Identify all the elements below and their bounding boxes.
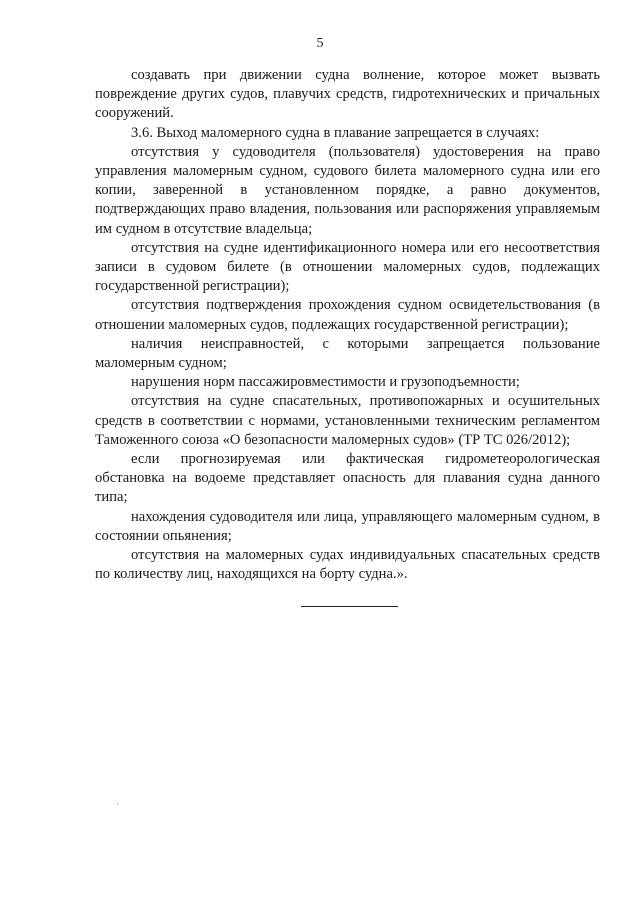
paragraph-item-life-jackets: отсутствия на маломерных судах индивидуальных спасательных средств по количеству лиц, находящихся на борту судна.». <box>95 547 600 583</box>
end-divider-line <box>301 606 398 607</box>
paragraph-item-intoxication: нахождения судоводителя или лица, управляющего маломерным судном, в состоянии опьянения; <box>95 508 600 544</box>
paragraph-item-capacity: нарушения норм пассажировместимости и грузоподъемности; <box>131 374 520 391</box>
paragraph-section-3-6: 3.6. Выход маломерного судна в плавание запрещается в случаях: <box>131 124 540 141</box>
page-number: 5 <box>316 36 324 51</box>
paragraph-item-defects: наличия неисправностей, с которыми запрещается пользование маломерным судном; <box>95 335 600 372</box>
paragraph-item-weather: если прогнозируемая или фактическая гидрометеорологическая обстановка на водоеме представляет опасность для плавания судна данного типа; <box>95 451 600 506</box>
paragraph-continuation: создавать при движении судна волнение, которое может вызвать повреждение других судов, плавучих средств, гидротехнических и причальных сооружений. <box>95 67 600 122</box>
paragraph-item-inspection: отсутствия подтверждения прохождения судном освидетельствования (в отношении маломерных судов, подлежащих государственной регистрации); <box>95 297 600 333</box>
paragraph-item-id-number: отсутствия на судне идентификационного номера или его несоответствия записи в судовом билете (в отношении маломерных судов, подлежащих государственной регистрации); <box>95 239 600 295</box>
paragraph-item-license: отсутствия у судоводителя (пользователя) удостоверения на право управления маломерным судном, судового билета маломерного судна или его копии, заверенной в установленном порядке, а равно документов, подтверждающих право владения, пользования или распоряжения управляемым им судном в отсутствие владельца; <box>95 143 600 237</box>
document-body <box>95 66 600 584</box>
paragraph-item-rescue-equipment: отсутствия на судне спасательных, противопожарных и осушительных средств в соответствии с нормами, установленными техническим регламентом Таможенного союза «О безопасности маломерных судов» (ТР ТС 026/2012); <box>95 393 600 448</box>
scan-speck <box>117 803 118 804</box>
